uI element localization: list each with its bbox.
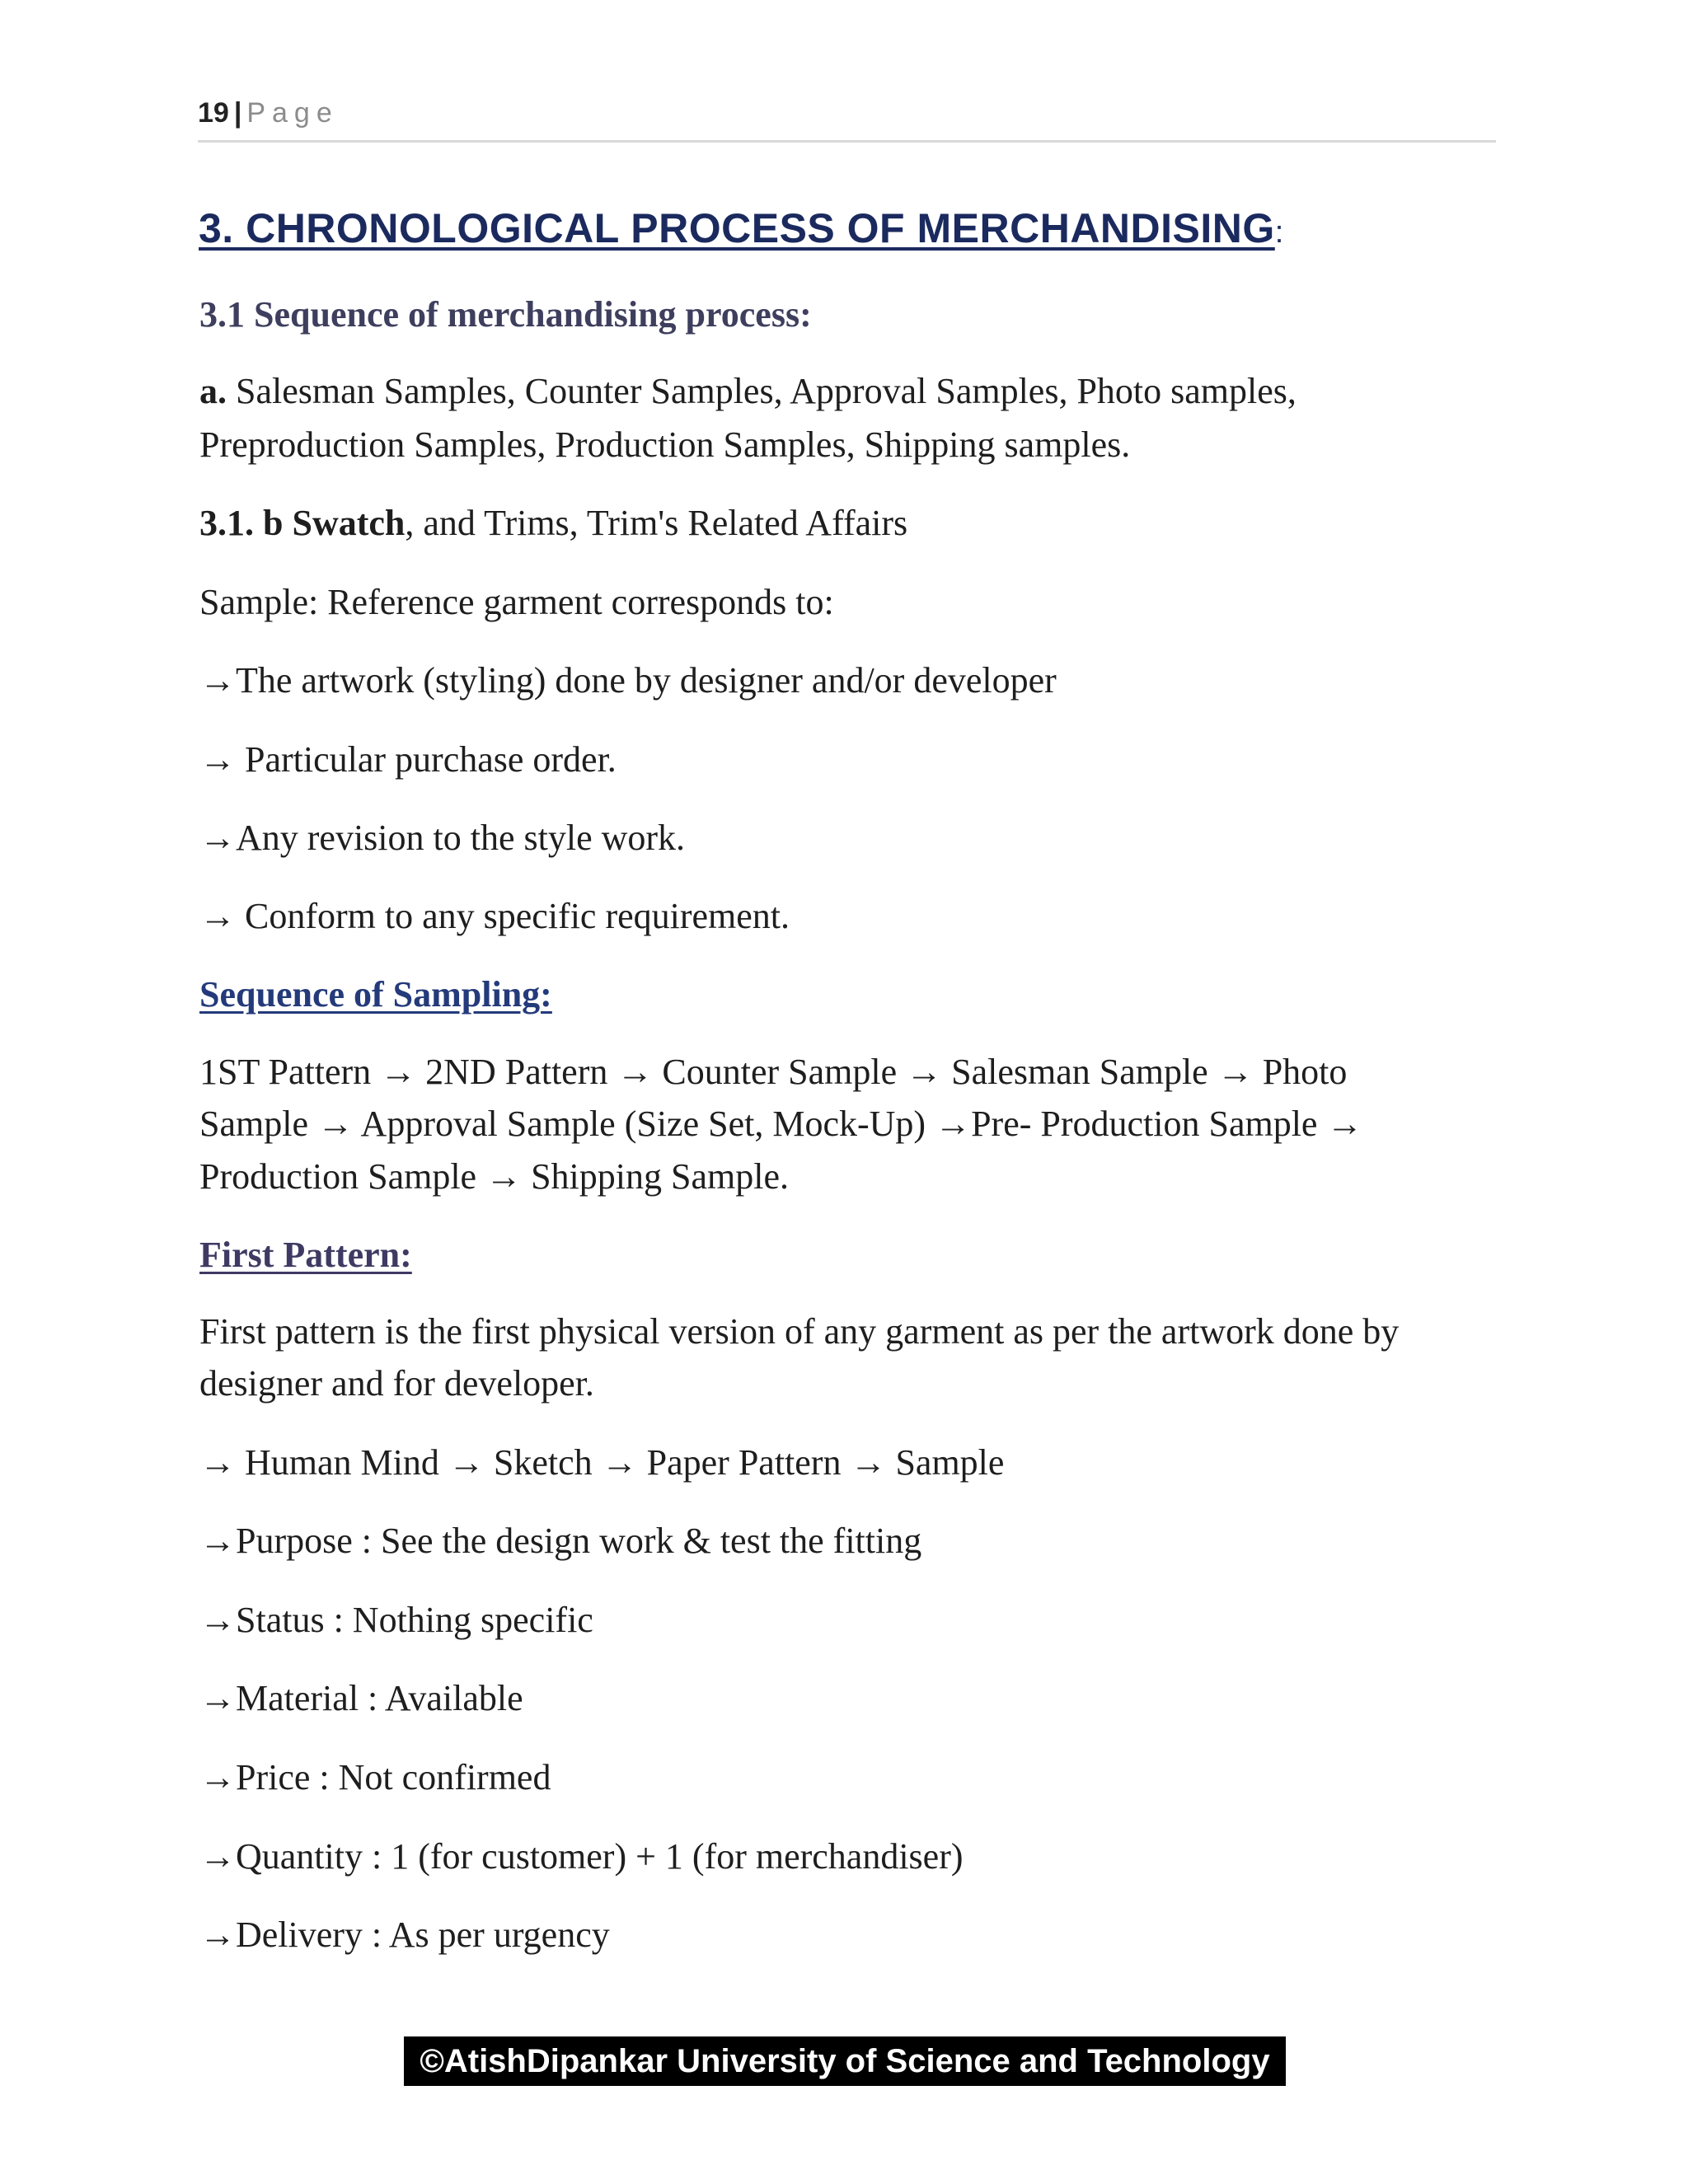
first-pattern-point: →Delivery : As per urgency: [199, 1915, 610, 1955]
header-separator: |: [233, 97, 242, 129]
sampling-sequence-line: 1ST Pattern → 2ND Pattern → Counter Sample → Salesman Sample → Photo: [199, 1052, 1348, 1092]
first-pattern-description: designer and for developer.: [199, 1363, 594, 1404]
first-pattern-point: →Status : Nothing specific: [199, 1600, 593, 1640]
item-a-text: Salesman Samples, Counter Samples, Approval Samples, Photo samples,: [227, 371, 1296, 411]
item-b-line: [199, 502, 907, 544]
first-pattern-heading: First Pattern:: [199, 1235, 412, 1275]
first-pattern-point: →Material : Available: [199, 1678, 523, 1718]
sequence-of-sampling-heading: Sequence of Sampling:: [199, 974, 552, 1015]
sample-point: → Particular purchase order.: [199, 739, 617, 780]
section-title: [199, 204, 1284, 252]
first-pattern-description: First pattern is the first physical version of any garment as per the artwork done by: [199, 1311, 1400, 1352]
section-title-text: 3. CHRONOLOGICAL PROCESS OF MERCHANDISING: [199, 205, 1275, 251]
first-pattern-point: →Quantity : 1 (for customer) + 1 (for merchandiser): [199, 1836, 964, 1877]
page-header: [198, 97, 1496, 143]
page-number: 19: [198, 97, 229, 129]
sampling-sequence-line: Production Sample → Shipping Sample.: [199, 1156, 789, 1197]
sample-point: → Conform to any specific requirement.: [199, 896, 790, 936]
first-pattern-point: →Purpose : See the design work & test the fitting: [199, 1521, 922, 1561]
item-b-text: , and Trims, Trim's Related Affairs: [405, 503, 908, 543]
item-a-line-2: Preproduction Samples, Production Samples, Shipping samples.: [199, 424, 1131, 465]
item-a-line-1: [199, 370, 1296, 412]
first-pattern-point: →Price : Not confirmed: [199, 1757, 551, 1797]
sample-point: →Any revision to the style work.: [199, 818, 686, 858]
sample-intro: Sample: Reference garment corresponds to:: [199, 582, 834, 622]
item-b-label: 3.1. b Swatch: [199, 503, 406, 543]
sample-point: →The artwork (styling) done by designer and/or developer: [199, 660, 1057, 701]
subsection-heading: 3.1 Sequence of merchandising process:: [199, 294, 812, 335]
item-a-label: a.: [199, 371, 227, 411]
section-title-colon: :: [1274, 215, 1284, 250]
footer-copyright: ©AtishDipankar University of Science and Technology: [404, 2036, 1286, 2086]
page-word: Page: [246, 97, 339, 129]
first-pattern-flow: → Human Mind → Sketch → Paper Pattern → Sample: [199, 1442, 1005, 1483]
sampling-sequence-line: Sample → Approval Sample (Size Set, Mock-Up) →Pre- Production Sample →: [199, 1104, 1363, 1144]
